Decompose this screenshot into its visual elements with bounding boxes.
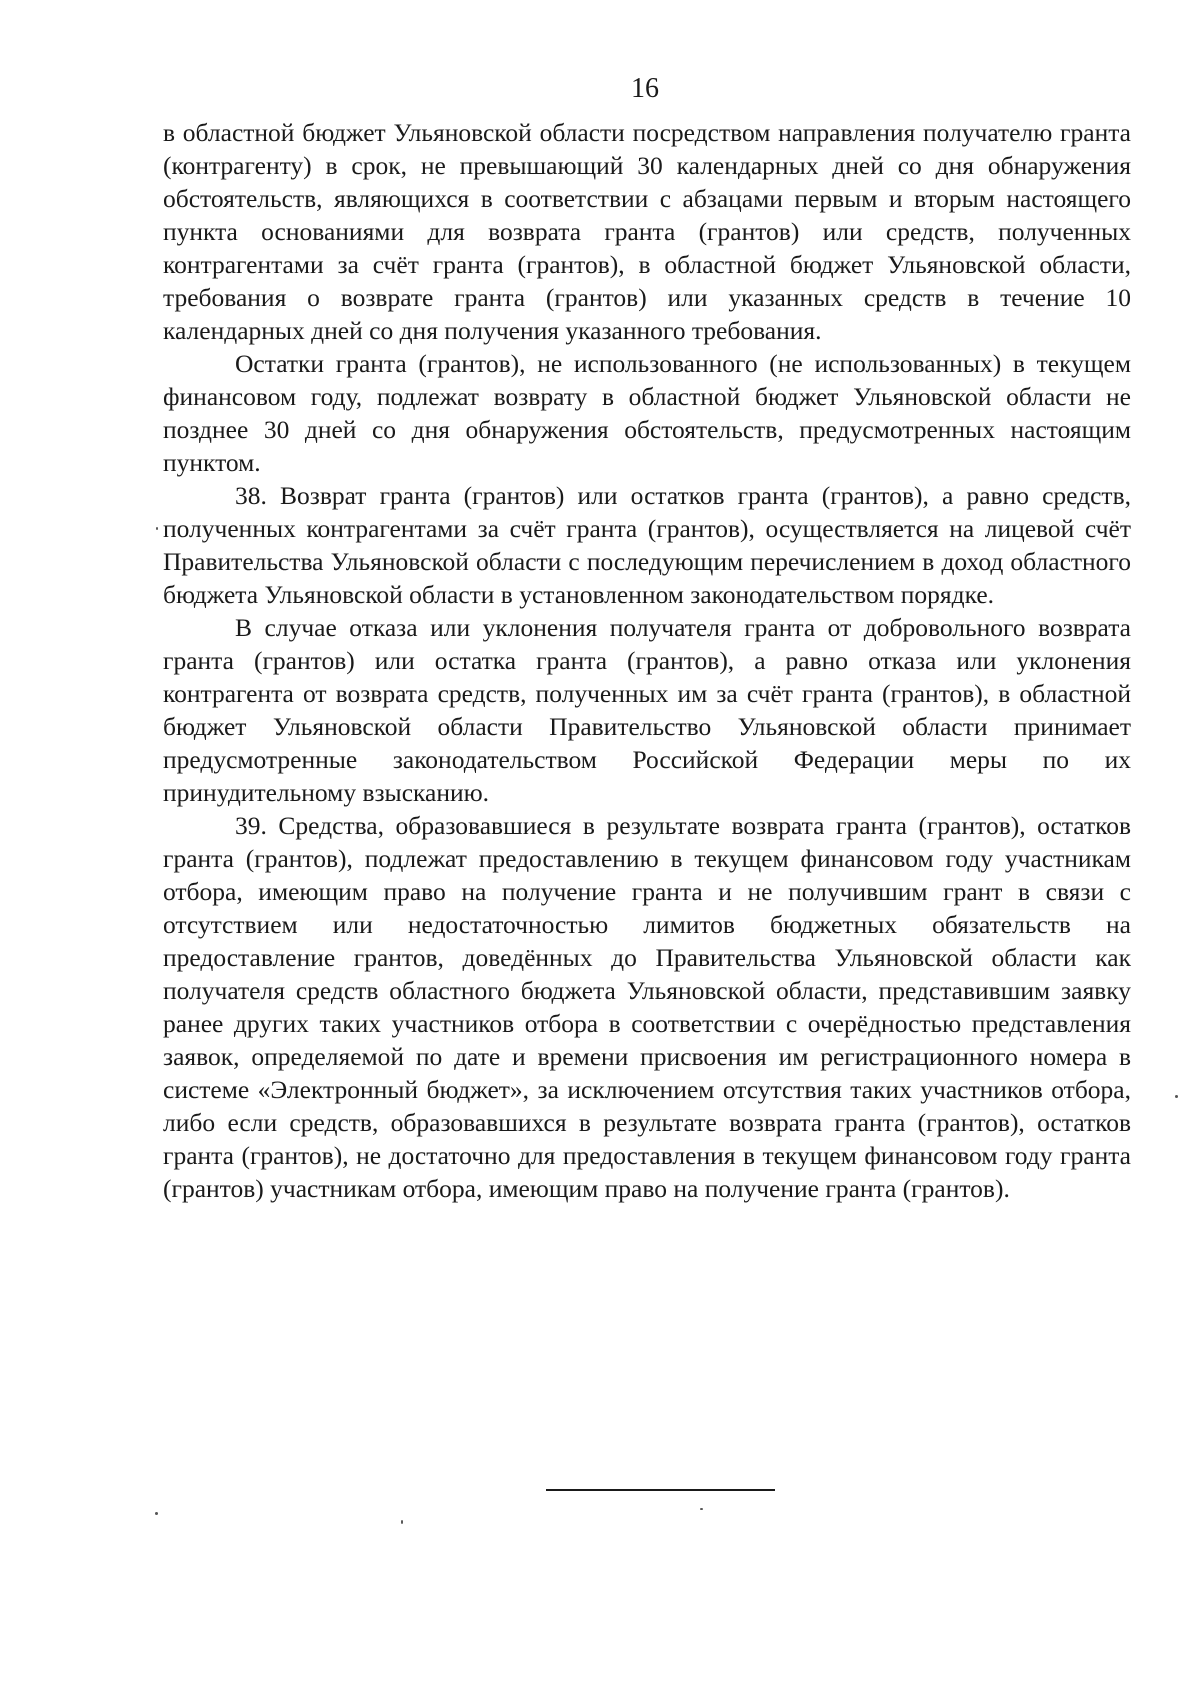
paragraph-clause-38: 38. Возврат гранта (грантов) или остатков гранта (грантов), а равно средств, полученных контрагентами за счёт гранта (грантов), осуществляется на лицевой счёт Правительства Ульяновской области с последующим перечислением в доход областного бюджета Ульяновской области в установленном законодательством порядке. bbox=[163, 481, 1131, 609]
paragraph-clause-39: 39. Средства, образовавшиеся в результате возврата гранта (грантов), остатков гранта (грантов), подлежат предоставлению в текущем финансовом году участникам отбора, имеющим право на получение гранта и не получившим грант в связи с отсутствием или недостаточностью лимитов бюджетных обязательств на предоставление грантов, доведённых до Правительства Ульяновской области как получателя средств областного бюджета Ульяновской области, представившим заявку ранее других таких участников отбора в соответствии с очерёдностью представления заявок, определяемой по дате и времени присвоения им регистрационного номера в системе «Электронный бюджет», за исключением отсутствия таких участников отбора, либо если средств, образовавшихся в результате возврата гранта (грантов), остатков гранта (грантов), не достаточно для предоставления в текущем финансовом году гранта (грантов) участникам отбора, имеющим право на получение гранта (грантов). bbox=[163, 811, 1131, 1203]
scan-speck bbox=[401, 1520, 403, 1524]
paragraph-continuation: в областной бюджет Ульяновской области посредством направления получателю гранта (контрагенту) в срок, не превышающий 30 календарных дней со дня обнаружения обстоятельств, являющихся в соответствии с абзацами первым и вторым настоящего пункта основаниями для возврата гранта (грантов) или средств, полученных контрагентами за счёт гранта (грантов), в областной бюджет Ульяновской области, требования о возврате гранта (грантов) или указанных средств в течение 10 календарных дней со дня получения указанного требования. bbox=[163, 118, 1131, 345]
scan-speck bbox=[155, 1512, 158, 1515]
document-body bbox=[163, 116, 1131, 1205]
end-of-document-rule bbox=[546, 1489, 775, 1491]
page-number: 16 bbox=[631, 73, 659, 104]
paragraph-remaining-funds: Остатки гранта (грантов), не использованного (не использованных) в текущем финансовом году, подлежат возврату в областной бюджет Ульяновской области не позднее 30 дней со дня обнаружения обстоятельств, предусмотренных настоящим пунктом. bbox=[163, 349, 1131, 477]
scan-speck bbox=[700, 1508, 703, 1510]
scan-speck bbox=[1175, 1095, 1178, 1098]
paragraph-refusal-case: В случае отказа или уклонения получателя гранта от добровольного возврата гранта (грантов) или остатка гранта (грантов), а равно отказа или уклонения контрагента от возврата средств, полученных им за счёт гранта (грантов), в областной бюджет Ульяновской области Правительство Ульяновской области принимает предусмотренные законодательством Российской Федерации меры по их принудительному взысканию. bbox=[163, 613, 1131, 807]
scan-speck bbox=[156, 527, 158, 530]
